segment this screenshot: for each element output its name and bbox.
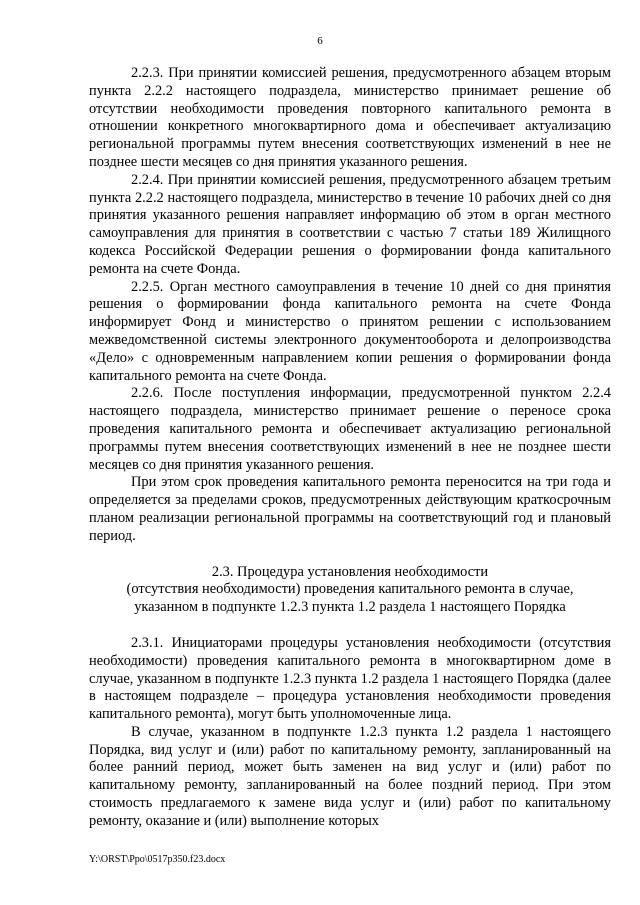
document-body bbox=[89, 65, 611, 831]
paragraph-2-2-6: 2.2.6. После поступления информации, предусмотренной пунктом 2.2.4 настоящего подраздела, министерство принимает решение о переносе срока проведения капитального ремонта и обеспечивает актуализацию региональной программы путем внесения соответствующих изменений в нее не позднее шести месяцев со дня принятия указанного решения. bbox=[89, 385, 611, 473]
paragraph-2-2-3: 2.2.3. При принятии комиссией решения, предусмотренного абзацем вторым пункта 2.2.2 настоящего подраздела, министерство принимает решение об отсутствии необходимости проведения повторного капитального ремонта в отношении конкретного многоквартирного дома и обеспечивает актуализацию региональной программы путем внесения соответствующих изменений в нее не позднее шести месяцев со дня принятия указанного решения. bbox=[89, 65, 611, 170]
paragraph-deferral-note: При этом срок проведения капитального ремонта переносится на три года и определяется за пределами сроков, предусмотренных действующим краткосрочным планом реализации региональной программы на соответствующий год и плановый период. bbox=[89, 474, 611, 544]
page-number: 6 bbox=[317, 35, 323, 47]
section-heading-line-1: 2.3. Процедура установления необходимости bbox=[211, 563, 489, 580]
paragraph-replacement-case: В случае, указанном в подпункте 1.2.3 пункта 1.2 раздела 1 настоящего Порядка, вид услуг и (или) работ по капитальному ремонту, запланированный на более ранний период, может быть заменен на вид услуг и (или) работ по капитальному ремонту, запланированный на более поздний период. При этом стоимость предлагаемого к замене вида услуг и (или) работ по капитальному ремонту, оказание и (или) выполнение которых bbox=[89, 723, 611, 829]
section-heading-2-3 bbox=[89, 564, 611, 617]
paragraph-2-2-4: 2.2.4. При принятии комиссией решения, предусмотренного абзацем третьим пункта 2.2.2 настоящего подраздела, министерство в течение 10 рабочих дней со дня принятия указанного решения направляет информацию об этом в орган местного самоуправления для принятия в соответствии с частью 7 статьи 189 Жилищного кодекса Российской Федерации решения о формировании фонда капитального ремонта на счете Фонда. bbox=[89, 171, 611, 277]
section-heading-line-2: (отсутствия необходимости) проведения капитального ремонта в случае, bbox=[126, 581, 574, 598]
paragraph-2-2-5: 2.2.5. Орган местного самоуправления в течение 10 дней со дня принятия решения о формировании фонда капитального ремонта на счете Фонда информирует Фонд и министерство о принятом решении с использованием межведомственной системы электронного документооборота и делопроизводства «Дело» с одновременным направлением копии решения о формировании фонда капитального ремонта на счете Фонда. bbox=[89, 278, 611, 384]
footer-file-path: Y:\ORST\Ppo\0517p350.f23.docx bbox=[89, 854, 226, 865]
paragraph-2-3-1: 2.3.1. Инициаторами процедуры установления необходимости (отсутствия необходимости) проведения капитального ремонта в многоквартирном доме в случае, указанном в подпункте 1.2.3 пункта 1.2 раздела 1 настоящего Порядка (далее в настоящем подразделе – процедура установления необходимости проведения капитального ремонта), могут быть уполномоченные лица. bbox=[89, 634, 611, 723]
section-heading-line-3: указанном в подпункте 1.2.3 пункта 1.2 раздела 1 настоящего Порядка bbox=[134, 599, 566, 616]
